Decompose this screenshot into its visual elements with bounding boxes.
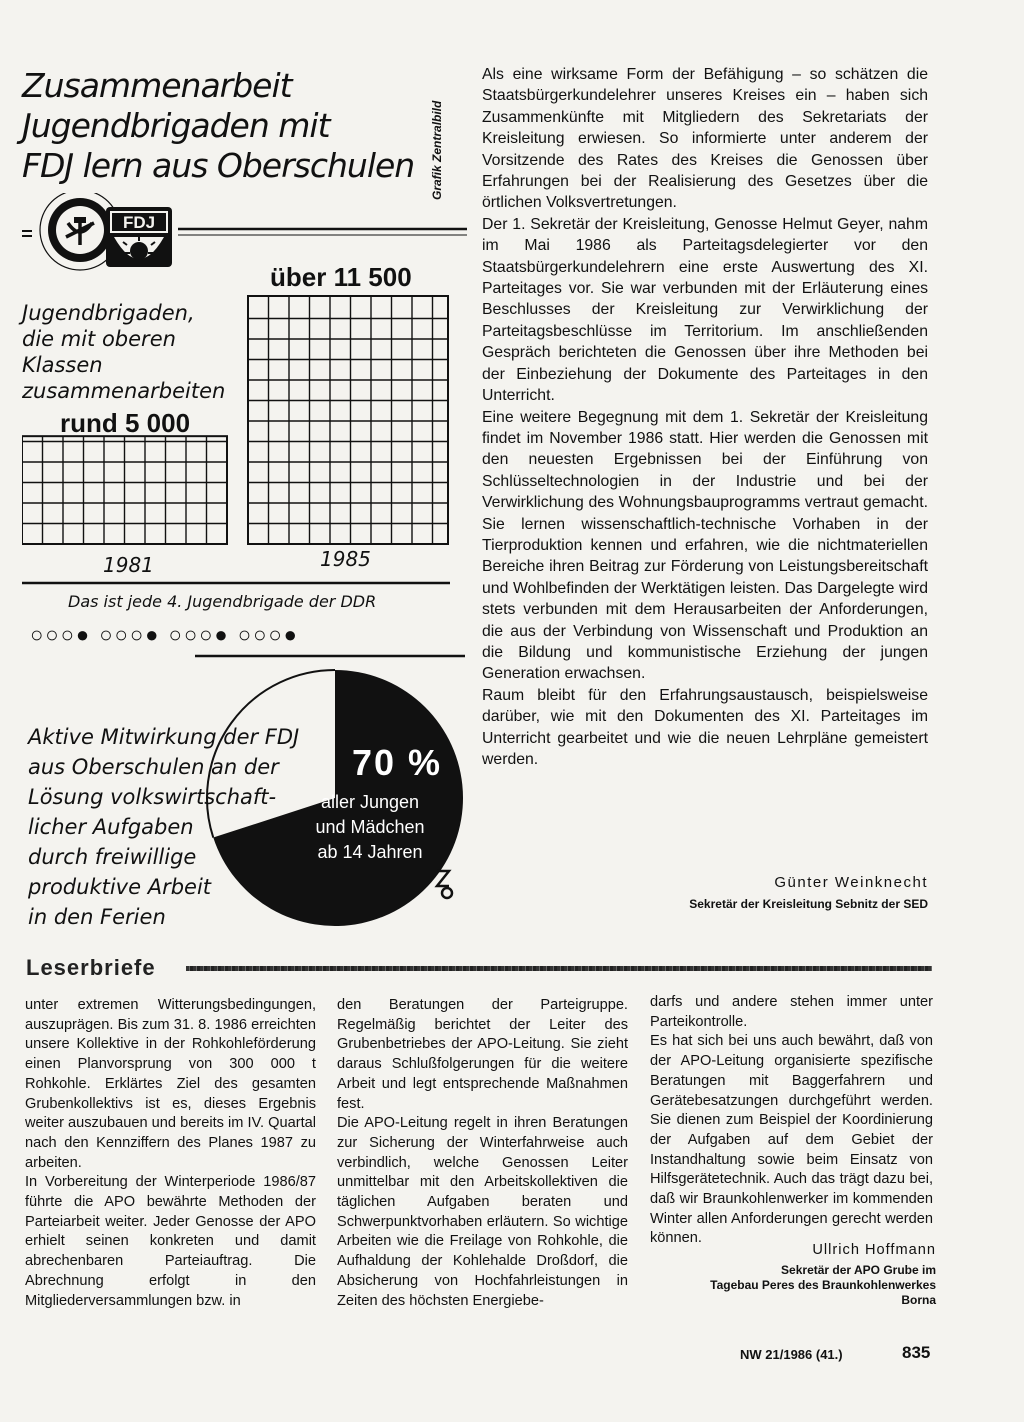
sub-line: ab 14 Jahren [317,842,423,862]
role-line: Sekretär der APO Grube im [781,1263,936,1277]
bar-chart [22,280,452,590]
caption-line: in den Ferien [28,905,166,929]
pie-percent: 70 % [352,742,443,783]
letter-paragraph: Es hat sich bei uns auch bewährt, daß von der APO-Leitung organisierte spezifische Beratungen mit Baggerfahrern und Gerätebesatzungen durchgeführt werden. Sie dienen zum Beispiel der Koordinierung der Aufgaben auf dem Gebiet der Instandhaltung sowie beim Einsatz von Hilfsgerätetechnik. Auch das trägt dazu bei, daß wir Braunkohlenwerker im kommenden Winter allen Anforderungen gerecht werden können. [650,1033,933,1247]
label-line: Klassen [22,353,103,377]
letters-column-3 [650,993,933,1249]
letter-paragraph: unter extremen Witterungsbedingungen, auszuprägen. Bis zum 31. 8. 1986 erreichten unsere Kollektive in der Rohkohleförderung einen Planvorsprung von 300 000 t Rohkohle. Erklärtes Ziel des gesamten Grubenkollektivs ist es, dieses Ergebnis weiter auszubauen und bereits im IV. Quartal nach den Kennziffern des Planes 1987 zu arbeiten. [25,997,316,1171]
issue-number: NW 21/1986 (41.) [740,1347,843,1362]
letter-paragraph: den Beratungen der Parteigruppe. Regelmäßig berichtet der Leiter des Grubenbetriebes der APO-Leitung. Sie zieht daraus Schlußfolgerungen für die weitere Arbeit und legt entsprechende Maßnahmen fest. [337,997,628,1112]
title-line: Jugendbrigaden mit [22,106,330,145]
article-body [482,64,928,770]
caption-line: Aktive Mitwirkung der FDJ [28,725,300,749]
letter-author-role [640,1263,936,1308]
role-line: Tagebau Peres des Braunkohlenwerkes [710,1278,936,1292]
value-1985: über 11 500 [270,262,412,292]
value-1981: rund 5 000 [60,408,191,438]
caption-line: durch freiwillige [28,845,197,869]
letter-author: Ullrich Hoffmann [812,1242,936,1258]
credit-text: Grafik Zentralbild [430,100,444,200]
article-author: Günter Weinknecht [774,874,928,891]
emblem-row [22,193,467,273]
section-title: Leserbriefe [26,955,156,980]
letter-paragraph: Die APO-Leitung regelt in ihren Beratungen zur Sicherung der Winterfahrweise auch verbindlich, welche Genossen Leiter unmittelbar mit den Arbeitskollektiven die täglichen Aufgaben beraten und Schwerpunktvorhaben erläutern. So wichtige Arbeiten wie die Freilage von Rohkohle, die Aufhaldung der Kohlehalde Droßdorf, die Absicherung von Hochfahrleistungen in Zeiten des höchsten Energiebe- [337,1115,628,1309]
article-paragraph: Raum bleibt für den Erfahrungsaustausch, beispielsweise darüber, wie mit den Dokumenten des XI. Parteitages im Unterricht gearbeitet und wie die neuen Lehrpläne gemeistert werden. [482,686,928,768]
pie-sub-label [285,790,455,865]
article-paragraph: Der 1. Sekretär der Kreisleitung, Genosse Helmut Geyer, nahm im Mai 1986 als Parteitagsdelegierter vor den Staatsbürgerkundelehrern eine erste Auswertung des XI. Parteitages vor. Sie war verbunden mit der Erläuterung eines Beschlusses der Kreisleitung zur Verwirklichung der Parteitagsbeschlüsse im Territorium. Im anschließenden Gespräch berichteten die Genossen über ihre Methoden bei der Einbeziehung der Dokumente des Parteitages in den Unterricht. [482,215,928,405]
page-number: 835 [902,1343,931,1362]
caption-line: aus Oberschulen an der [28,755,279,779]
title-line: Zusammenarbeit [22,66,292,105]
quarter-note: Das ist jede 4. Jugendbrigade der DDR [68,592,377,611]
article-paragraph: Eine weitere Begegnung mit dem 1. Sekretär der Kreisleitung findet im November 1986 statt. Hier werden die Genossen mit den neuesten Ergebnissen bei der Einführung von Schlüsseltechnologien in der Industrie und bei der Verwirklichung des Wohnungsbauprogramms vertraut gemacht. Sie lernen wissenschaftlich-technische Vorhaben in der Tierproduktion kennen und erfahren, wie die nichtmateriellen Bereiche ihren Beitrag zur Förderung von Leistungsbereitschaft und Wohlbefinden der Werktätigen leisten. Das Dargelegte wird stets verbunden mit dem Herausarbeiten der Anforderungen, die aus der Verbindung von Wissenschaft und Produktion an die Bildung und kommunistische Erziehung der jungen Generation erwachsen. [482,408,928,683]
bar-1985 [248,296,448,544]
caption-line: produktive Arbeit [28,875,212,899]
fdj-badge-icon [106,207,172,267]
label-line: Jugendbrigaden, [22,301,195,325]
zb-logo-icon [437,871,452,898]
infographic-title [22,66,422,186]
letter-paragraph: darfs und andere stehen immer unter Parteikontrolle. [650,994,933,1030]
year-label-1981: 1981 [103,553,154,577]
caption-line: licher Aufgaben [28,815,194,839]
caption-line: Lösung volkswirtschaft- [28,785,277,809]
role-line: Borna [901,1293,936,1307]
article-author-role: Sekretär der Kreisleitung Sebnitz der SED [689,897,928,911]
sub-line: und Mädchen [315,817,425,837]
section-rule [186,966,932,971]
label-line: die mit oberen [22,327,176,351]
year-label-1985: 1985 [320,547,371,571]
sub-line: aller Jungen [320,792,420,812]
pie-caption [28,722,299,932]
title-line: FDJ lern aus Oberschulen [22,146,415,185]
bar-1981 [22,436,227,544]
letters-column-1 [25,996,316,1311]
fdj-badge-label: FDJ [122,213,156,232]
letter-paragraph: In Vorbereitung der Winterperiode 1986/87 führte die APO bewährte Methoden der Parteiarbeit weiter. Jeder Genosse der APO erhielt seinen konkreten und damit abrechenbaren Parteiauftrag. Die Abrechnung erfolgt in den Mitgliederversammlungen bzw. in [25,1174,316,1309]
dots-row: ○○○● ○○○● ○○○● ○○○● [30,622,299,647]
photo-credit [430,70,454,200]
emblem-graphic [22,193,467,273]
label-line: zusammenarbeiten [22,379,226,403]
letters-column-2 [337,996,628,1311]
article-paragraph: Als eine wirksame Form der Befähigung – so schätzen die Staatsbürgerkundelehrer unseres Kreises ein – haben sich Zusammenkünfte mit Mitgliedern des Sekretariats der Kreisleitung erwiesen. So informierte unter anderem der Vorsitzende des Rates des Kreises die Genossen über Erfahrungen bei der Realisierung des Gesetzes über die örtlichen Volksvertretungen. [482,66,928,212]
